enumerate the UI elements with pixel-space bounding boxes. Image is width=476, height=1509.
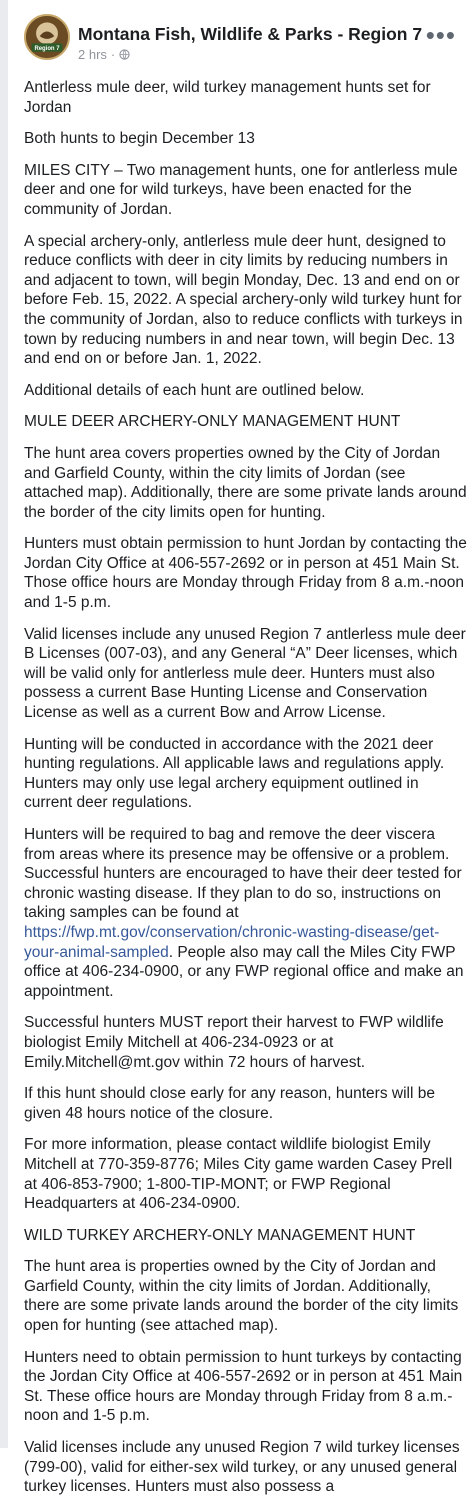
- more-options-icon[interactable]: •••: [425, 20, 456, 50]
- post-paragraph: [24, 825, 468, 1001]
- post-body: [24, 78, 468, 1509]
- viscera-text-before: Hunters will be required to bag and remove the deer viscera from areas where its presence may be offensive or a problem. Successful hunters are encouraged to have their deer tested for chronic wasting disease. If they plan to do so, instructions on taking samples can be found at: [24, 826, 462, 922]
- post-paragraph: Hunters need to obtain permission to hunt turkeys by contacting the Jordan City Office at 406-557-2692 or in person at 451 Main St. These office hours are Monday through Friday from 8 a.m.-noon and 1-5 p.m.: [24, 1348, 463, 1425]
- page-name-link[interactable]: Montana Fish, Wildlife & Parks - Region 7: [78, 24, 423, 44]
- cwd-sampling-link[interactable]: https://fwp.mt.gov/conservation/chronic-wasting-disease/get-your-animal-sampled: [24, 923, 440, 961]
- post-paragraph: Valid licenses include any unused Region 7 antlerless mule deer B Licenses (007-03), and any General “A” Deer licenses, which will be valid only for antlerless mule deer. Hunters must also possess a current Base Hunting License and Conservation License as well as a current Bow and Arrow License.: [24, 625, 466, 722]
- post-paragraph: Valid licenses include any unused Region 7 wild turkey licenses (799-00), valid for either-sex wild turkey, or any unused general turkey licenses. Hunters must also possess a: [24, 1439, 460, 1496]
- viscera-text-after: . People also may call the Miles City FWP office at 406-234-0900, or any FWP regional office and make an appointment.: [24, 943, 464, 1000]
- left-gutter: [0, 0, 8, 1448]
- globe-icon: [119, 49, 130, 60]
- post-header: [0, 0, 476, 76]
- post-paragraph: Successful hunters MUST report their harvest to FWP wildlife biologist Emily Mitchell at 406-234-0923 or at Emily.Mitchell@mt.gov within 72 hours of harvest.: [24, 1014, 444, 1071]
- post-paragraph: Hunters must obtain permission to hunt Jordan by contacting the Jordan City Office at 406-557-2692 or in person at 451 Main St. Those office hours are Monday through Friday from 8 a.m.-noon and 1-5 p.m.: [24, 535, 467, 612]
- post-paragraph: Hunting will be conducted in accordance with the 2021 deer hunting regulations. All applicable laws and regulations apply. Hunters may only use legal archery equipment outlined in current deer regulations.: [24, 735, 445, 812]
- section-heading: WILD TURKEY ARCHERY-ONLY MANAGEMENT HUNT: [24, 1226, 416, 1244]
- post-paragraph: If this hunt should close early for any reason, hunters will be given 48 hours notice of the closure.: [24, 1085, 435, 1122]
- section-heading: MULE DEER ARCHERY-ONLY MANAGEMENT HUNT: [24, 413, 401, 431]
- avatar-label: Region 7: [34, 45, 60, 52]
- page-avatar[interactable]: [24, 14, 70, 60]
- post-paragraph: The hunt area is properties owned by the City of Jordan and Garfield County, within the city limits of Jordan. Additionally, there are some private lands around the border of the city limits open for hunting (see attached map).: [24, 1258, 459, 1335]
- post-paragraph: For more information, please contact wildlife biologist Emily Mitchell at 770-359-8776; Miles City game warden Casey Prell at 406-853-7900; 1-800-TIP-MONT; or FWP Regional Headquarters at 406-234-0900.: [24, 1136, 453, 1213]
- post-paragraph: A special archery-only, antlerless mule deer hunt, designed to reduce conflicts with deer in city limits by reducing numbers in and adjacent to town, will begin Monday, Dec. 13 and end on or before Feb. 15, 2022. A special archery-only wild turkey hunt for the community of Jordan, also to reduce conflicts with turkeys in town by reducing numbers in and near town, will begin Dec. 13 and end on or before Jan. 1, 2022.: [24, 232, 463, 368]
- post-paragraph: Both hunts to begin December 13: [24, 130, 255, 148]
- post-paragraph: The hunt area covers properties owned by the City of Jordan and Garfield County, within the city limits of Jordan (see attached map). Additionally, there are some private lands around the border of the city limits open for hunting.: [24, 444, 467, 521]
- post-meta: [78, 47, 130, 62]
- post-paragraph: Additional details of each hunt are outlined below.: [24, 381, 365, 399]
- post-time[interactable]: 2 hrs: [78, 47, 107, 62]
- post-paragraph: Antlerless mule deer, wild turkey management hunts set for Jordan: [24, 79, 431, 116]
- meta-separator: ·: [110, 47, 116, 62]
- post-paragraph: MILES CITY – Two management hunts, one for antlerless mule deer and one for wild turkeys, have been enacted for the community of Jordan.: [24, 161, 458, 218]
